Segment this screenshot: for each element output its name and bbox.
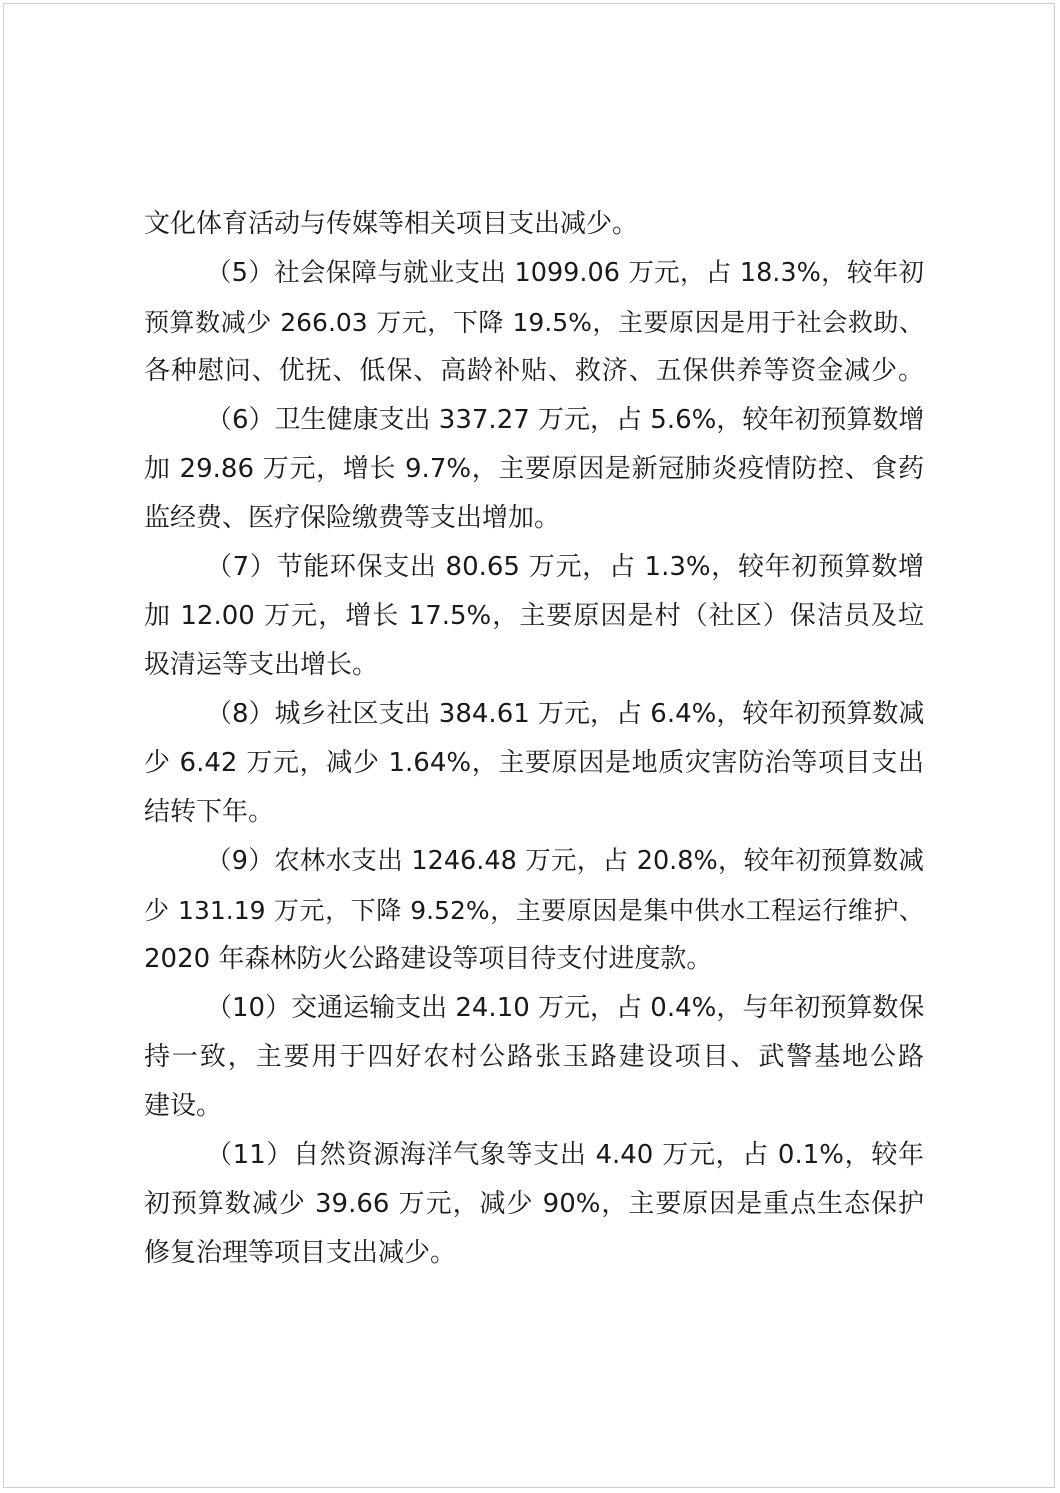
paragraph-11-line: （11）自然资源海洋气象等支出 4.40 万元，占 0.1%，较年 [206,1140,924,1170]
paragraph-9-line: 少 131.19 万元，下降 9.52%，主要原因是集中供水工程运行维护、 [144,896,924,925]
document-body [144,200,924,1278]
paragraph-10-line: 建设。 [144,1091,223,1121]
paragraph-6-line: 监经费、医疗保险缴费等支出增加。 [144,503,561,533]
document-page [3,3,1055,1488]
paragraph-9-line: 2020 年森林防火公路建设等项目待支付进度款。 [144,944,713,974]
paragraph-8-line: 结转下年。 [144,797,275,827]
paragraph-8-line: （8）城乡社区支出 384.61 万元，占 6.4%，较年初预算数减 [206,699,925,729]
paragraph-11-line: 初预算数减少 39.66 万元，减少 90%，主要原因是重点生态保护 [144,1189,924,1219]
paragraph-5-line: （5）社会保障与就业支出 1099.06 万元，占 18.3%，较年初 [206,258,924,288]
paragraph-6-line: 加 29.86 万元，增长 9.7%，主要原因是新冠肺炎疫情防控、食药 [144,454,924,484]
paragraph-10-line: （10）交通运输支出 24.10 万元，占 0.4%，与年初预算数保 [206,993,925,1023]
paragraph-7-line: 圾清运等支出增长。 [144,650,379,680]
paragraph-10-line: 持一致，主要用于四好农村公路张玉路建设项目、武警基地公路 [144,1042,924,1072]
paragraph-7-line: （7）节能环保支出 80.65 万元，占 1.3%，较年初预算数增 [206,552,924,582]
paragraph-5-line: 各种慰问、优抚、低保、高龄补贴、救济、五保供养等资金减少。 [144,356,924,386]
paragraph-11-line: 修复治理等项目支出减少。 [144,1238,457,1268]
paragraph-6-line: （6）卫生健康支出 337.27 万元，占 5.6%，较年初预算数增 [206,405,925,435]
paragraph-7-line: 加 12.00 万元，增长 17.5%，主要原因是村（社区）保洁员及垃 [144,601,924,631]
paragraph-5-line: 预算数减少 266.03 万元，下降 19.5%，主要原因是用于社会救助、 [144,308,924,337]
text-line: 文化体育活动与传媒等相关项目支出减少。 [144,209,639,239]
paragraph-9-line: （9）农林水支出 1246.48 万元，占 20.8%，较年初预算数减 [206,846,924,876]
paragraph-8-line: 少 6.42 万元，减少 1.64%，主要原因是地质灾害防治等项目支出 [144,748,924,778]
